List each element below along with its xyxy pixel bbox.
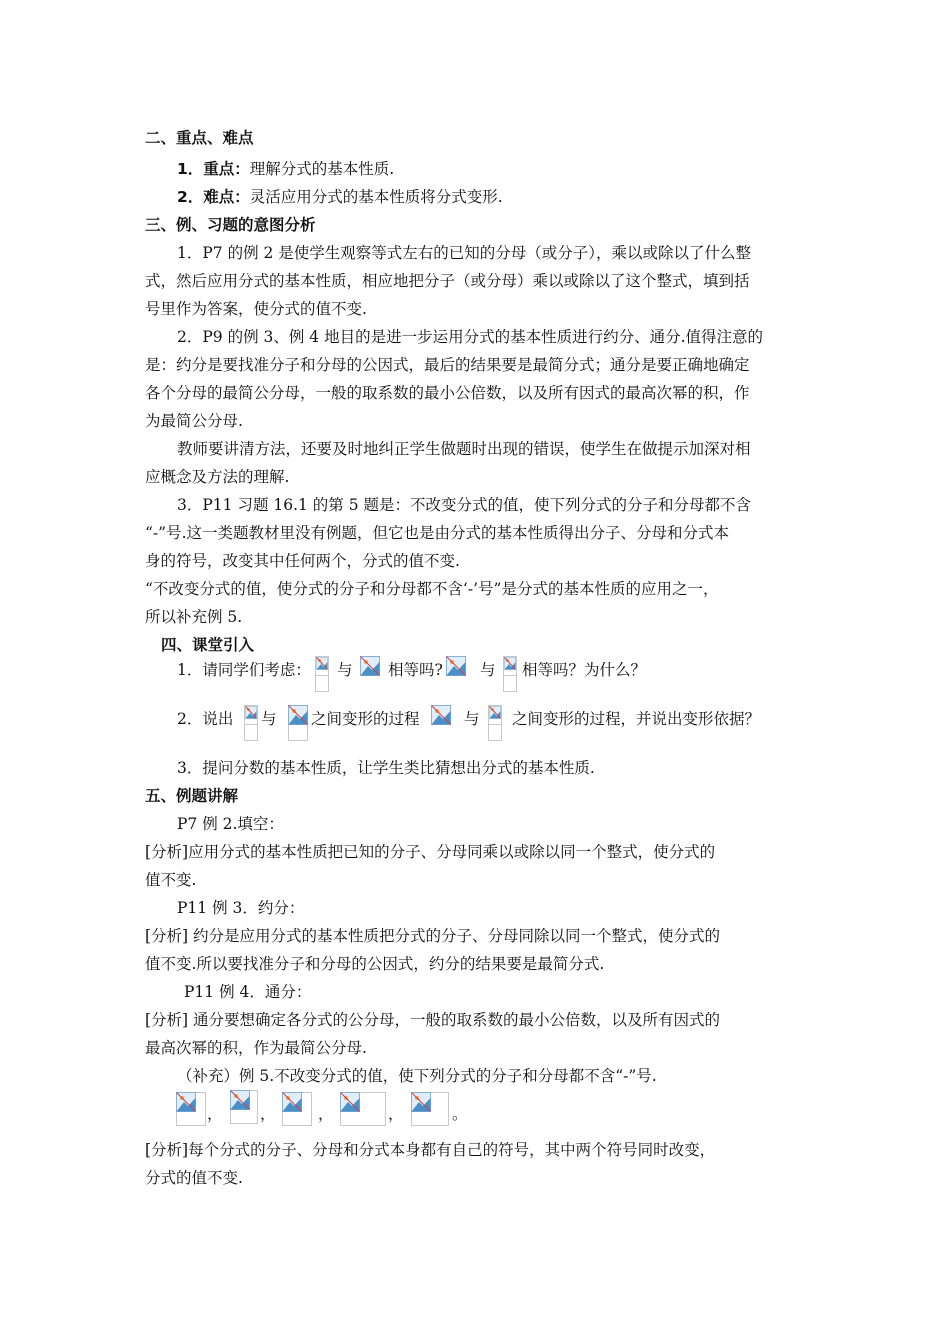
intro-question-1-d: 与	[480, 661, 496, 679]
intro-question-2-a: 2．说出	[177, 710, 234, 728]
example-separator: ，	[260, 1105, 276, 1123]
section-heading-key-points: 二、重点、难点	[145, 129, 254, 147]
paragraph-line: 分式的值不变.	[145, 1169, 243, 1187]
paragraph-line: [分析] 通分要想确定各分式的公分母，一般的取系数的最小公倍数，以及所有因式的	[145, 1011, 721, 1029]
paragraph-line: 式，然后应用分式的基本性质，相应地把分子（或分母）乘以或除以了这个整式，填到括	[145, 272, 750, 290]
paragraph-line: 应概念及方法的理解.	[145, 468, 290, 486]
broken-image-icon	[288, 705, 308, 741]
broken-image-icon	[446, 656, 466, 676]
broken-image-icon	[503, 656, 517, 692]
key-point-label: 1．重点：	[177, 160, 250, 178]
broken-image-icon	[176, 1092, 206, 1126]
paragraph-line: P11 例 3．约分：	[177, 899, 305, 917]
section-heading-examples: 五、例题讲解	[145, 787, 239, 805]
broken-image-icon	[244, 705, 258, 741]
example-separator: ，	[388, 1105, 404, 1123]
paragraph-line: （补充）例 5.不改变分式的值，使下列分式的分子和分母都不含“-”号.	[177, 1067, 657, 1085]
paragraph-line: “-”号.这一类题教材里没有例题，但它也是由分式的基本性质得出分子、分母和分式本	[145, 524, 730, 542]
section-heading-class-intro: 四、课堂引入	[161, 636, 255, 654]
paragraph-line: P11 例 4．通分：	[184, 983, 312, 1001]
key-point-text: 理解分式的基本性质.	[249, 160, 395, 178]
paragraph-line: P7 例 2.填空：	[177, 815, 284, 833]
intro-question-2-c: 之间变形的过程	[311, 710, 420, 728]
paragraph-line: [分析]应用分式的基本性质把已知的分子、分母同乘以或除以同一个整式，使分式的	[145, 843, 716, 861]
example-end-mark: 。	[452, 1105, 468, 1123]
broken-image-icon	[431, 705, 451, 725]
intro-question-2-e: 之间变形的过程，并说出变形依据？	[512, 710, 761, 728]
paragraph-line: 3．P11 习题 16.1 的第 5 题是：不改变分式的值，使下列分式的分子和分母都不含	[177, 496, 752, 514]
paragraph-line: 教师要讲清方法，还要及时地纠正学生做题时出现的错误，使学生在做提示加深对相	[177, 440, 751, 458]
broken-image-icon	[230, 1090, 258, 1124]
paragraph-line: 所以补充例 5.	[145, 608, 243, 626]
paragraph-line: 值不变.	[145, 871, 197, 889]
difficulty-line	[177, 187, 503, 207]
broken-image-icon	[488, 705, 502, 741]
intro-question-2-d: 与	[464, 710, 480, 728]
intro-question-3: 3．提问分数的基本性质，让学生类比猜想出分式的基本性质.	[177, 759, 595, 777]
intro-question-2-b: 与	[261, 710, 277, 728]
paragraph-line: [分析] 约分是应用分式的基本性质把分式的分子、分母同除以同一个整式，使分式的	[145, 927, 721, 945]
intro-question-1-a: 1．请同学们考虑：	[177, 661, 311, 679]
key-point-line	[177, 159, 394, 179]
paragraph-line: 为最简公分母.	[145, 412, 243, 430]
intro-question-1-c: 相等吗?	[388, 661, 443, 679]
paragraph-line: 1．P7 的例 2 是使学生观察等式左右的已知的分母（或分子），乘以或除以了什么整	[177, 244, 752, 262]
paragraph-line: [分析]每个分式的分子、分母和分式本身都有自己的符号，其中两个符号同时改变，	[145, 1141, 716, 1159]
paragraph-line: 号里作为答案，使分式的值不变.	[145, 300, 367, 318]
broken-image-icon	[315, 656, 329, 692]
intro-question-1-e: 相等吗？为什么？	[522, 661, 647, 679]
paragraph-line: 是：约分是要找准分子和分母的公因式，最后的结果要是最简分式；通分是要正确地确定	[145, 356, 750, 374]
intro-question-1-b: 与	[337, 661, 353, 679]
example-separator: ，	[318, 1105, 334, 1123]
difficulty-text: 灵活应用分式的基本性质将分式变形.	[249, 188, 503, 206]
broken-image-icon	[411, 1092, 449, 1126]
paragraph-line: 最高次幂的积，作为最简公分母.	[145, 1039, 367, 1057]
paragraph-line: “不改变分式的值，使分式的分子和分母都不含‘-’号”是分式的基本性质的应用之一，	[145, 580, 719, 598]
section-heading-intent-analysis: 三、例、习题的意图分析	[145, 216, 316, 234]
broken-image-icon	[360, 656, 380, 676]
paragraph-line: 身的符号，改变其中任何两个，分式的值不变.	[145, 552, 460, 570]
broken-image-icon	[282, 1092, 312, 1126]
broken-image-icon	[340, 1092, 386, 1126]
paragraph-line: 各个分母的最简公分母，一般的取系数的最小公倍数，以及所有因式的最高次幂的积，作	[145, 384, 750, 402]
example-separator: ，	[207, 1105, 223, 1123]
difficulty-label: 2．难点：	[177, 188, 250, 206]
paragraph-line: 值不变.所以要找准分子和分母的公因式，约分的结果要是最简分式.	[145, 955, 605, 973]
paragraph-line: 2．P9 的例 3、例 4 地目的是进一步运用分式的基本性质进行约分、通分.值得注意的	[177, 328, 764, 346]
